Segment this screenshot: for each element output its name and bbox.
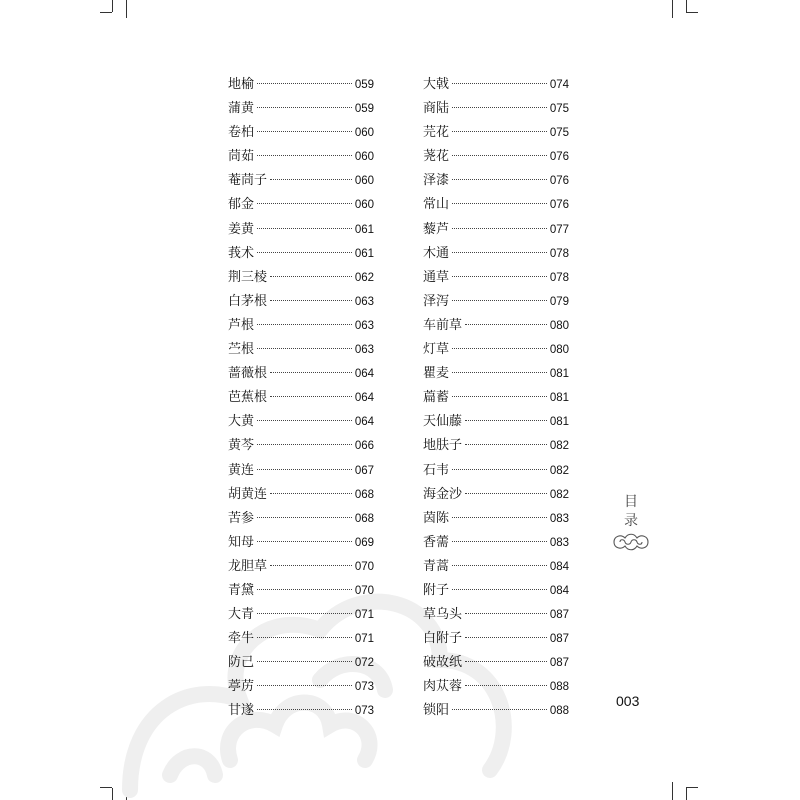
toc-leader [257, 252, 352, 253]
toc-entry-name: 荆三棱 [228, 269, 268, 285]
toc-entry-page: 083 [549, 536, 569, 549]
toc-entry[interactable] [423, 582, 569, 606]
toc-entry[interactable] [228, 221, 374, 245]
toc-entry-name: 通草 [423, 269, 450, 285]
crop-mark [686, 787, 698, 788]
toc-entry-name: 白茅根 [228, 293, 268, 309]
toc-leader [452, 276, 547, 277]
toc-leader [465, 444, 547, 445]
toc-entry-name: 龙胆草 [228, 558, 268, 574]
toc-entry-name: 牵牛 [228, 631, 255, 647]
toc-entry[interactable] [228, 389, 374, 413]
toc-entry-page: 071 [354, 633, 374, 646]
toc-entry[interactable] [423, 486, 569, 510]
crop-mark [112, 0, 113, 12]
toc-entry-name: 草乌头 [423, 607, 463, 623]
toc-entry-page: 060 [354, 151, 374, 164]
toc-leader [270, 396, 352, 397]
toc-entry-name: 甘遂 [228, 703, 255, 719]
toc-entry-page: 067 [354, 464, 374, 477]
toc-entry[interactable] [423, 124, 569, 148]
toc-entry-name: 蔷薇根 [228, 366, 268, 382]
toc-leader [452, 155, 547, 156]
toc-entry-name: 瞿麦 [423, 366, 450, 382]
toc-entry-page: 080 [549, 344, 569, 357]
toc-entry-page: 070 [354, 584, 374, 597]
toc-entry-page: 059 [354, 79, 374, 91]
toc-entry[interactable] [423, 413, 569, 437]
toc-entry[interactable] [228, 317, 374, 341]
toc-entry[interactable] [228, 196, 374, 220]
crop-mark [686, 788, 687, 800]
toc-leader [257, 83, 352, 84]
toc-leader [257, 589, 352, 590]
toc-left-column [228, 76, 374, 727]
toc-entry-page: 064 [354, 416, 374, 429]
toc-entry[interactable] [423, 462, 569, 486]
toc-entry-name: 知母 [228, 534, 255, 550]
toc-entry-name: 茵陈 [423, 510, 450, 526]
toc-right-column [423, 76, 569, 727]
page-number: 003 [616, 693, 640, 709]
toc-leader [257, 228, 352, 229]
toc-entry-page: 087 [549, 633, 569, 646]
toc-leader [465, 637, 547, 638]
toc-entry-name: 荛花 [423, 149, 450, 165]
toc-leader [452, 131, 547, 132]
toc-entry-name: 泽漆 [423, 173, 450, 189]
toc-entry[interactable] [423, 148, 569, 172]
toc-entry-page: 073 [354, 705, 374, 718]
toc-entry-name: 芦根 [228, 317, 255, 333]
toc-leader [452, 107, 547, 108]
toc-entry-name: 芫花 [423, 125, 450, 141]
toc-entry-name: 商陆 [423, 101, 450, 117]
toc-entry[interactable] [423, 76, 569, 100]
toc-entry-name: 芭蕉根 [228, 390, 268, 406]
toc-leader [452, 372, 547, 373]
toc-entry-name: 石韦 [423, 462, 450, 478]
toc-entry[interactable] [228, 437, 374, 461]
toc-entry-page: 063 [354, 319, 374, 332]
toc-entry-name: 肉苁蓉 [423, 679, 463, 695]
toc-entry-name: 地肤子 [423, 438, 463, 454]
toc-entry-name: 姜黄 [228, 221, 255, 237]
toc-entry-page: 068 [354, 488, 374, 501]
crop-mark [100, 12, 112, 13]
toc-entry-page: 072 [354, 657, 374, 670]
toc-entry-page: 063 [354, 295, 374, 308]
toc-entry-page: 087 [549, 657, 569, 670]
toc-leader [270, 179, 352, 180]
toc-entry-name: 地榆 [228, 77, 255, 92]
crop-mark [686, 12, 698, 13]
toc-entry-page: 082 [549, 440, 569, 453]
toc-entry-name: 香薷 [423, 534, 450, 550]
cloud-ornament-icon [612, 532, 650, 552]
toc-leader [257, 637, 352, 638]
toc-entry-name: 泽泻 [423, 293, 450, 309]
toc-entry[interactable] [423, 172, 569, 196]
toc-entry-page: 079 [549, 295, 569, 308]
toc-entry-page: 074 [549, 79, 569, 91]
toc-leader [465, 324, 547, 325]
toc-entry-page: 068 [354, 512, 374, 525]
toc-entry[interactable] [228, 606, 374, 630]
toc-entry[interactable] [228, 486, 374, 510]
toc-entry[interactable] [423, 100, 569, 124]
toc-entry-page: 064 [354, 368, 374, 381]
toc-entry-page: 088 [549, 681, 569, 694]
toc-leader [257, 517, 352, 518]
toc-entry-page: 066 [354, 440, 374, 453]
toc-entry-page: 060 [354, 127, 374, 140]
toc-entry-page: 081 [549, 392, 569, 405]
toc-leader [257, 469, 352, 470]
toc-entry-name: 蒲黄 [228, 101, 255, 117]
toc-leader [452, 179, 547, 180]
toc-entry-page: 084 [549, 584, 569, 597]
toc-entry-page: 076 [549, 199, 569, 212]
toc-entry-name: 木通 [423, 245, 450, 261]
toc-entry-page: 084 [549, 560, 569, 573]
toc-entry-page: 076 [549, 175, 569, 188]
toc-entry[interactable] [228, 462, 374, 486]
toc-entry[interactable] [228, 702, 374, 726]
toc-leader [452, 709, 547, 710]
toc-entry[interactable] [423, 221, 569, 245]
toc-leader [257, 685, 352, 686]
toc-entry[interactable] [423, 437, 569, 461]
toc-entry-name: 青蒿 [423, 558, 450, 574]
toc-entry-page: 063 [354, 344, 374, 357]
toc-entry-name: 常山 [423, 197, 450, 213]
toc-leader [270, 276, 352, 277]
toc-entry-page: 078 [549, 271, 569, 284]
toc-entry-name: 莪术 [228, 245, 255, 261]
toc-entry-page: 061 [354, 247, 374, 260]
toc-leader [452, 83, 547, 84]
toc-leader [452, 348, 547, 349]
toc-leader [257, 613, 352, 614]
toc-entry-name: 大黄 [228, 414, 255, 430]
toc-entry-page: 078 [549, 247, 569, 260]
toc-entry-page: 082 [549, 488, 569, 501]
toc-entry-name: 大戟 [423, 77, 450, 92]
toc-entry-name: 青黛 [228, 582, 255, 598]
toc-leader [452, 469, 547, 470]
toc-leader [257, 661, 352, 662]
toc-leader [257, 348, 352, 349]
toc-leader [257, 420, 352, 421]
toc-entry-name: 卷柏 [228, 125, 255, 141]
toc-entry[interactable] [423, 702, 569, 726]
toc-entry[interactable] [423, 341, 569, 365]
toc-entry[interactable] [423, 245, 569, 269]
toc-entry-page: 062 [354, 271, 374, 284]
toc-entry[interactable] [423, 269, 569, 293]
toc-entry[interactable] [228, 172, 374, 196]
toc-leader [257, 107, 352, 108]
crop-mark [686, 0, 687, 12]
toc-entry[interactable] [423, 389, 569, 413]
toc-entry-name: 胡黄连 [228, 486, 268, 502]
toc-entry[interactable] [228, 245, 374, 269]
toc-entry-page: 083 [549, 512, 569, 525]
toc-leader [465, 420, 547, 421]
toc-entry[interactable] [423, 365, 569, 389]
toc-entry-page: 064 [354, 392, 374, 405]
toc-entry[interactable] [423, 534, 569, 558]
toc-entry[interactable] [228, 582, 374, 606]
toc-leader [270, 493, 352, 494]
toc-entry[interactable] [228, 269, 374, 293]
toc-entry[interactable] [228, 76, 374, 100]
toc-leader [257, 155, 352, 156]
toc-entry[interactable] [423, 317, 569, 341]
toc-leader [452, 589, 547, 590]
toc-entry[interactable] [228, 341, 374, 365]
toc-entry[interactable] [228, 630, 374, 654]
toc-entry-name: 萹蓄 [423, 390, 450, 406]
toc-entry-name: 苎根 [228, 342, 255, 358]
toc-entry[interactable] [423, 558, 569, 582]
toc-entry-name: 黄连 [228, 462, 255, 478]
toc-entry-page: 073 [354, 681, 374, 694]
toc-entry-name: 苦参 [228, 510, 255, 526]
toc-entry-page: 061 [354, 223, 374, 236]
toc-leader [465, 493, 547, 494]
toc-leader [257, 709, 352, 710]
toc-entry-page: 075 [549, 103, 569, 116]
toc-entry-name: 破故纸 [423, 655, 463, 671]
toc-leader [270, 565, 352, 566]
toc-entry[interactable] [423, 196, 569, 220]
side-section-label: 目录 [624, 494, 638, 529]
toc-entry[interactable] [228, 413, 374, 437]
crop-mark [672, 782, 673, 800]
toc-entry-name: 海金沙 [423, 486, 463, 502]
toc-entry-name: 藜芦 [423, 221, 450, 237]
toc-entry-name: 附子 [423, 582, 450, 598]
toc-leader [452, 252, 547, 253]
toc-leader [270, 300, 352, 301]
toc-entry-name: 天仙藤 [423, 414, 463, 430]
toc-entry-page: 069 [354, 536, 374, 549]
toc-entry-page: 075 [549, 127, 569, 140]
toc-entry-page: 087 [549, 609, 569, 622]
toc-leader [257, 203, 352, 204]
toc-entry-name: 大青 [228, 607, 255, 623]
toc-entry-name: 茼茹 [228, 149, 255, 165]
toc-entry-name: 黄芩 [228, 438, 255, 454]
toc-entry-page: 082 [549, 464, 569, 477]
toc-entry[interactable] [228, 100, 374, 124]
toc-entry-name: 菴茼子 [228, 173, 268, 189]
toc-entry[interactable] [423, 678, 569, 702]
toc-leader [465, 661, 547, 662]
toc-leader [452, 300, 547, 301]
toc-entry-name: 白附子 [423, 631, 463, 647]
toc-entry-name: 锁阳 [423, 703, 450, 719]
toc-entry-name: 葶苈 [228, 679, 255, 695]
toc-entry[interactable] [228, 558, 374, 582]
toc-entry[interactable] [228, 148, 374, 172]
toc-entry-page: 060 [354, 175, 374, 188]
toc-entry[interactable] [228, 510, 374, 534]
toc-entry[interactable] [228, 534, 374, 558]
toc-entry-page: 081 [549, 368, 569, 381]
toc-entry-name: 防己 [228, 655, 255, 671]
toc-leader [452, 228, 547, 229]
toc-entry[interactable] [228, 293, 374, 317]
toc-entry-name: 车前草 [423, 317, 463, 333]
toc-entry[interactable] [423, 630, 569, 654]
toc-leader [270, 372, 352, 373]
toc-entry-page: 060 [354, 199, 374, 212]
toc-leader [257, 131, 352, 132]
toc-entry[interactable] [423, 654, 569, 678]
toc-leader [452, 565, 547, 566]
toc-leader [452, 203, 547, 204]
toc-entry-name: 郁金 [228, 197, 255, 213]
toc-leader [465, 613, 547, 614]
toc-entry-page: 077 [549, 223, 569, 236]
toc-entry-page: 070 [354, 560, 374, 573]
toc-entry[interactable] [228, 124, 374, 148]
crop-mark [126, 0, 127, 18]
toc-entry[interactable] [228, 678, 374, 702]
toc-leader [465, 685, 547, 686]
toc-entry-page: 071 [354, 609, 374, 622]
toc-leader [257, 541, 352, 542]
toc-entry[interactable] [423, 606, 569, 630]
toc-leader [257, 444, 352, 445]
toc-entry[interactable] [228, 365, 374, 389]
toc-leader [452, 517, 547, 518]
toc-entry-name: 灯草 [423, 342, 450, 358]
toc-entry-page: 081 [549, 416, 569, 429]
toc-entry-page: 080 [549, 319, 569, 332]
toc-entry-page: 088 [549, 705, 569, 718]
crop-mark [672, 0, 673, 18]
toc-entry-page: 059 [354, 103, 374, 116]
toc-leader [452, 541, 547, 542]
toc-entry[interactable] [228, 654, 374, 678]
toc-entry[interactable] [423, 510, 569, 534]
toc-entry-page: 076 [549, 151, 569, 164]
toc-leader [452, 396, 547, 397]
toc-leader [257, 324, 352, 325]
toc-entry[interactable] [423, 293, 569, 317]
